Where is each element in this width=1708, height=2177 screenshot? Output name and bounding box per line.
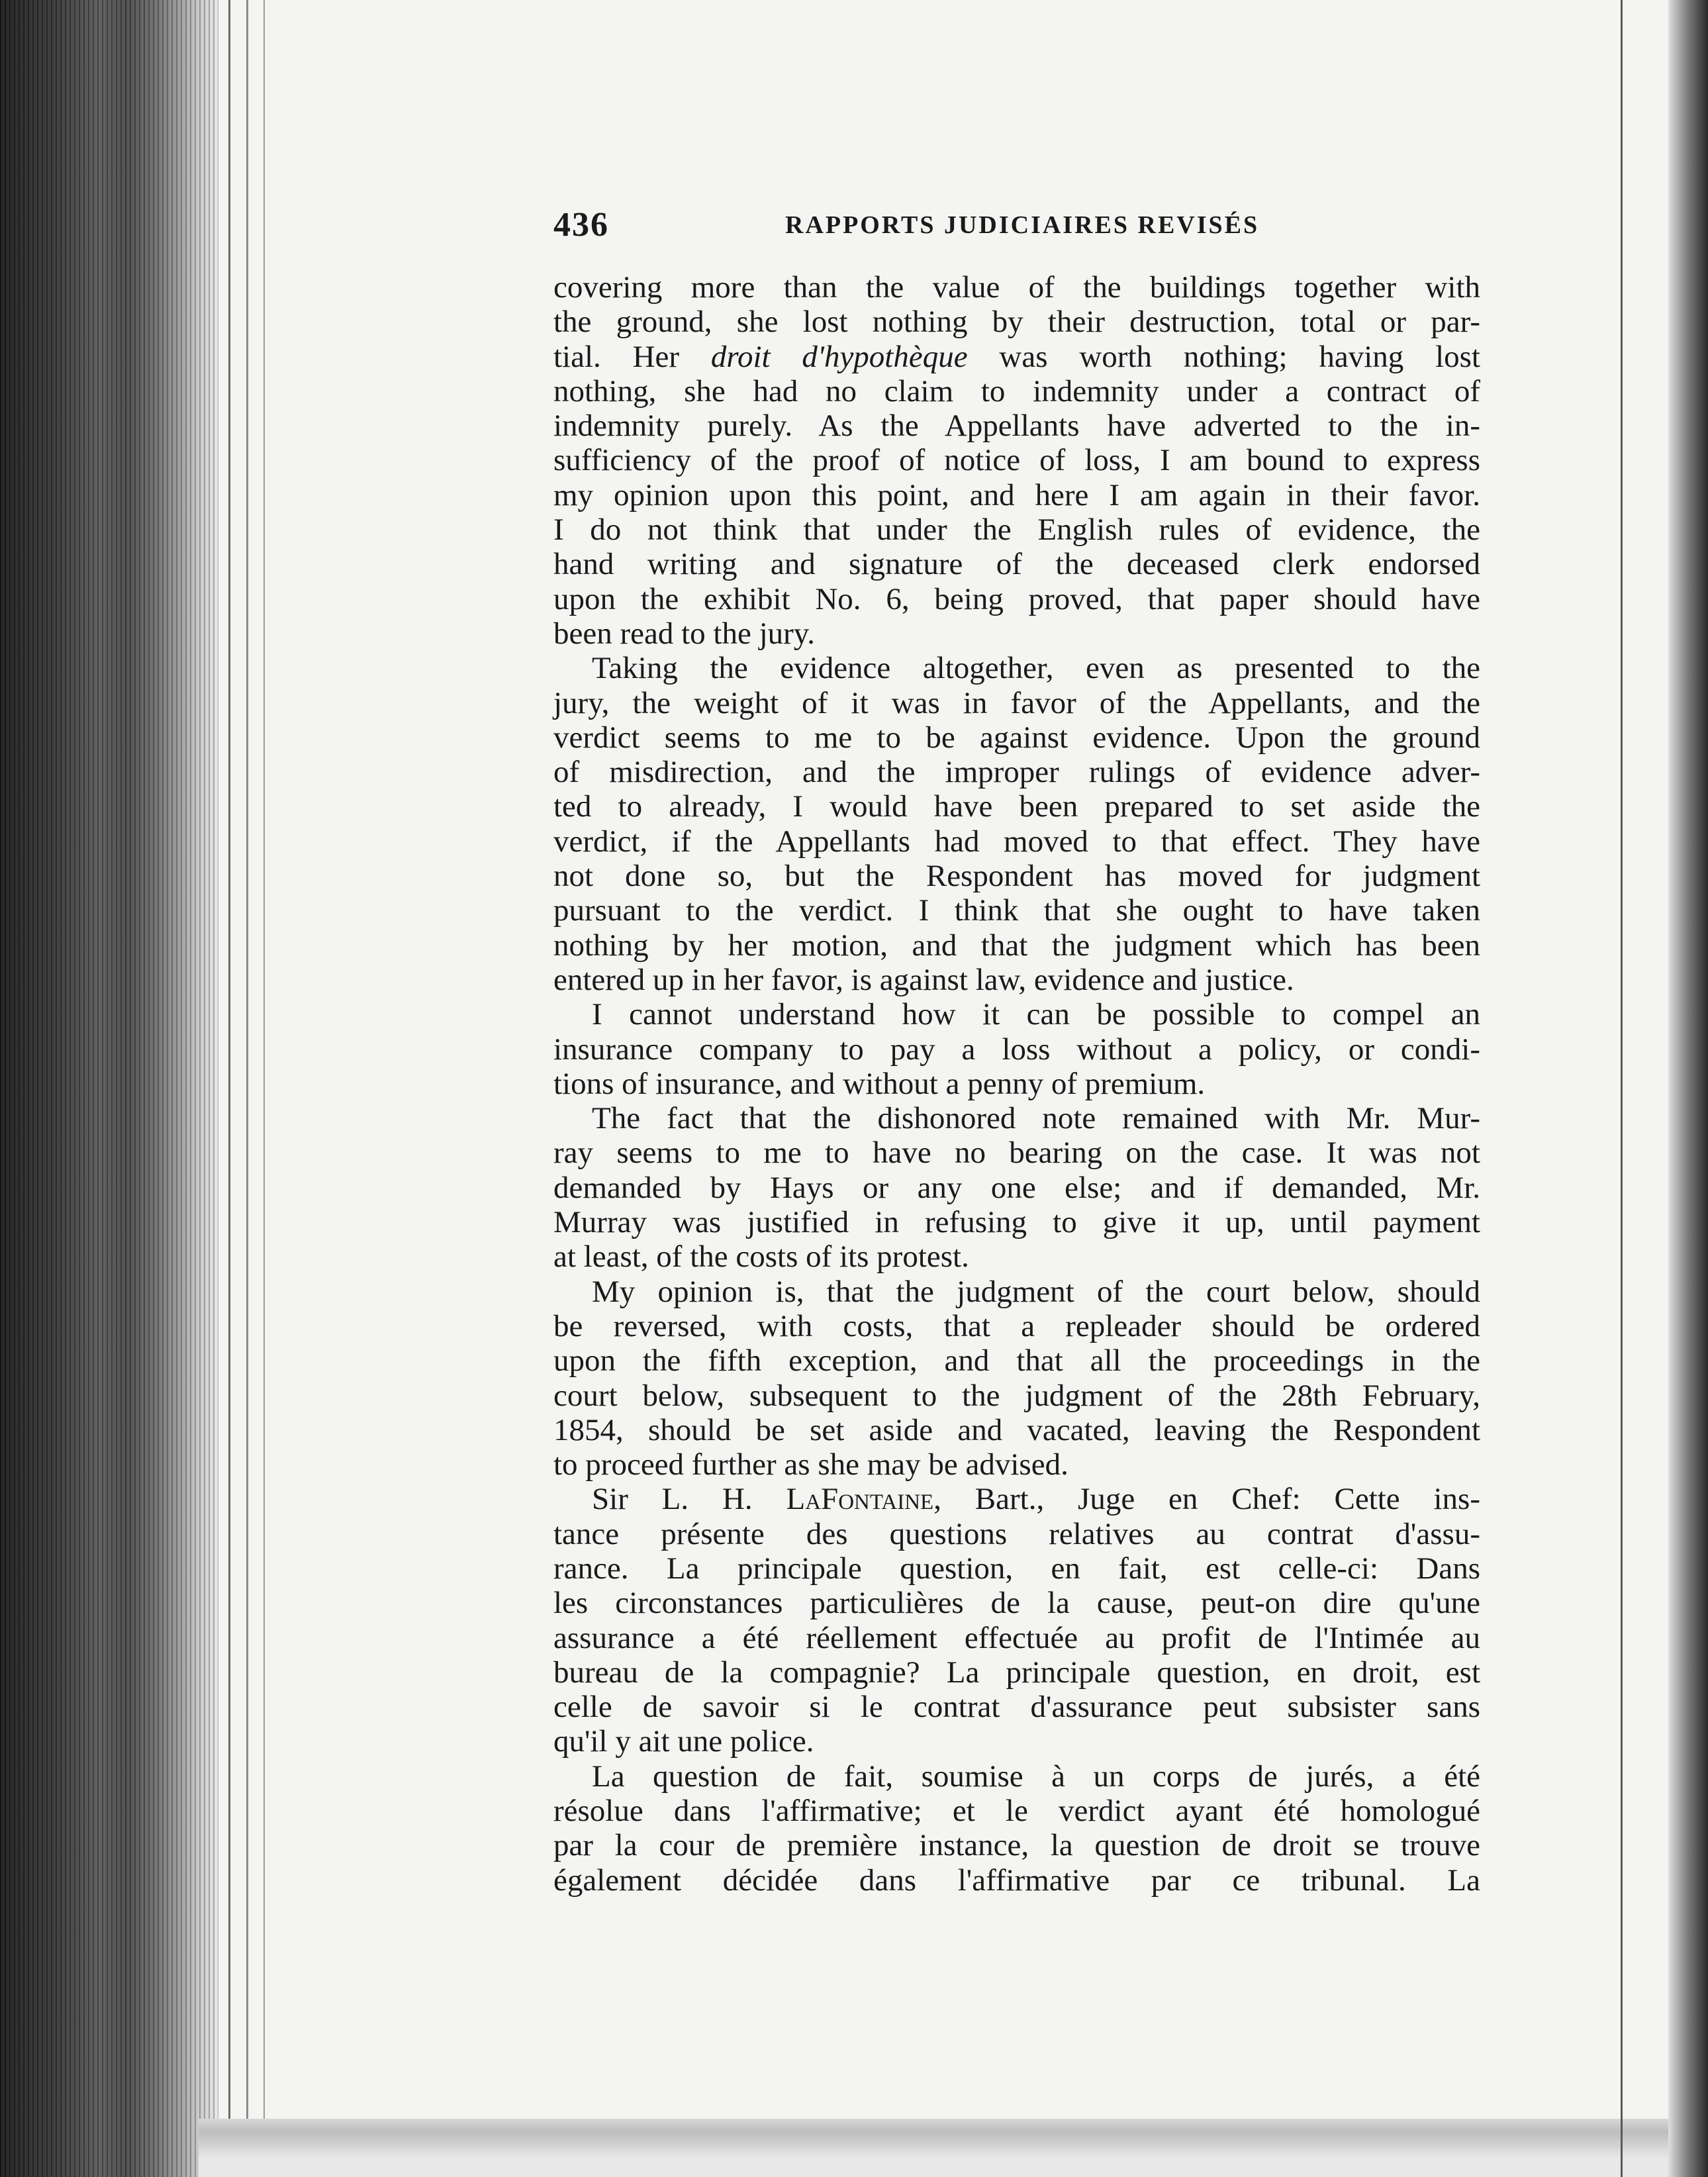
text-line: to proceed further as she may be advised. xyxy=(553,1447,1068,1482)
page-header xyxy=(553,205,1454,258)
text-line: not done so, but the Respondent has moved for judgment xyxy=(553,859,1480,894)
body-text xyxy=(553,270,1480,1898)
text-line: been read to the jury. xyxy=(553,616,815,651)
text-line: my opinion upon this point, and here I am again in their favor. xyxy=(553,477,1480,512)
text-line: Murray was justified in refusing to give it up, until payment xyxy=(553,1205,1480,1240)
page-edge-line xyxy=(263,0,265,2119)
text-line: rance. La principale question, en fait, est celle-ci: Dans xyxy=(553,1551,1480,1586)
text-run: was worth nothing; having lost xyxy=(967,339,1480,374)
text-line: of misdirection, and the improper rulings of evidence adver- xyxy=(553,755,1480,790)
text-line: indemnity purely. As the Appellants have adverted to the in- xyxy=(553,409,1480,444)
text-line: court below, subsequent to the judgment of the 28th February, xyxy=(553,1378,1480,1413)
page-edge-line xyxy=(246,0,248,2119)
text-line: résolue dans l'affirmative; et le verdict ayant été homologué xyxy=(553,1794,1480,1829)
running-head: RAPPORTS JUDICIAIRES REVISÉS xyxy=(785,211,1260,239)
right-scan-margin xyxy=(1668,0,1708,2177)
text-line: insurance company to pay a loss without a policy, or condi- xyxy=(553,1032,1480,1067)
text-line: verdict seems to me to be against evidence. Upon the ground xyxy=(553,720,1480,755)
paragraph-start: Taking the evidence altogether, even as presented to the xyxy=(592,651,1480,686)
italic-term: droit d'hypothèque xyxy=(710,339,968,374)
text-line: tions of insurance, and without a penny of premium. xyxy=(553,1066,1206,1101)
text-line: également décidée dans l'affirmative par ce tribunal. La xyxy=(553,1863,1480,1898)
right-page-edge-line xyxy=(1621,0,1623,2177)
text-line: nothing by her motion, and that the judgment which has been xyxy=(553,928,1480,963)
paragraph-start: I cannot understand how it can be possible to compel an xyxy=(592,997,1480,1032)
text-line xyxy=(553,340,1480,374)
text-line: I do not think that under the English rules of evidence, the xyxy=(553,512,1480,548)
text-line: the ground, she lost nothing by their destruction, total or par- xyxy=(553,305,1480,340)
text-run: tial. Her xyxy=(553,339,711,374)
page-edge-line xyxy=(228,0,230,2119)
text-line: ted to already, I would have been prepared to set aside the xyxy=(553,789,1480,824)
text-line: be reversed, with costs, that a repleader should be ordered xyxy=(553,1308,1480,1343)
text-line: upon the exhibit No. 6, being proved, that paper should have xyxy=(553,581,1480,616)
text-run: , Bart., Juge en Chef: Cette ins- xyxy=(933,1482,1480,1517)
binding-texture xyxy=(0,0,218,2177)
text-line: 1854, should be set aside and vacated, leaving the Respondent xyxy=(553,1412,1480,1447)
text-line: covering more than the value of the buildings together with xyxy=(553,270,1480,305)
paragraph-start: The fact that the dishonored note remained with Mr. Mur- xyxy=(592,1101,1480,1136)
text-line: jury, the weight of it was in favor of the Appellants, and the xyxy=(553,685,1480,720)
text-run: Sir L. H. xyxy=(592,1482,786,1517)
text-line: tance présente des questions relatives au contrat d'assu- xyxy=(553,1516,1480,1551)
text-line: verdict, if the Appellants had moved to that effect. They have xyxy=(553,824,1480,859)
text-line: les circonstances particulières de la cause, peut-on dire qu'une xyxy=(553,1586,1480,1621)
text-line: pursuant to the verdict. I think that she ought to have taken xyxy=(553,893,1480,928)
text-line: assurance a été réellement effectuée au profit de l'Intimée au xyxy=(553,1620,1480,1655)
paragraph-start xyxy=(553,1482,1480,1516)
text-line: qu'il y ait une police. xyxy=(553,1724,814,1759)
text-line: demanded by Hays or any one else; and if demanded, Mr. xyxy=(553,1170,1480,1205)
judge-name: LaFontaine xyxy=(786,1482,934,1517)
page-bottom-edge xyxy=(199,2119,1708,2177)
text-line: sufficiency of the proof of notice of loss, I am bound to express xyxy=(553,443,1480,478)
paragraph-start: My opinion is, that the judgment of the court below, should xyxy=(592,1274,1480,1309)
text-line: upon the fifth exception, and that all the proceedings in the xyxy=(553,1343,1480,1379)
text-line: entered up in her favor, is against law, evidence and justice. xyxy=(553,962,1294,997)
text-line: nothing, she had no claim to indemnity under a contract of xyxy=(553,373,1480,409)
text-line: bureau de la compagnie? La principale question, en droit, est xyxy=(553,1655,1480,1690)
text-line: ray seems to me to have no bearing on the case. It was not xyxy=(553,1136,1480,1171)
text-line: celle de savoir si le contrat d'assurance peut subsister sans xyxy=(553,1690,1480,1725)
text-line: par la cour de première instance, la question de droit se trouve xyxy=(553,1828,1480,1863)
paragraph-start: La question de fait, soumise à un corps de jurés, a été xyxy=(592,1759,1480,1794)
text-line: at least, of the costs of its protest. xyxy=(553,1239,969,1275)
page-number: 436 xyxy=(553,206,609,244)
text-line: hand writing and signature of the deceased clerk endorsed xyxy=(553,547,1480,582)
